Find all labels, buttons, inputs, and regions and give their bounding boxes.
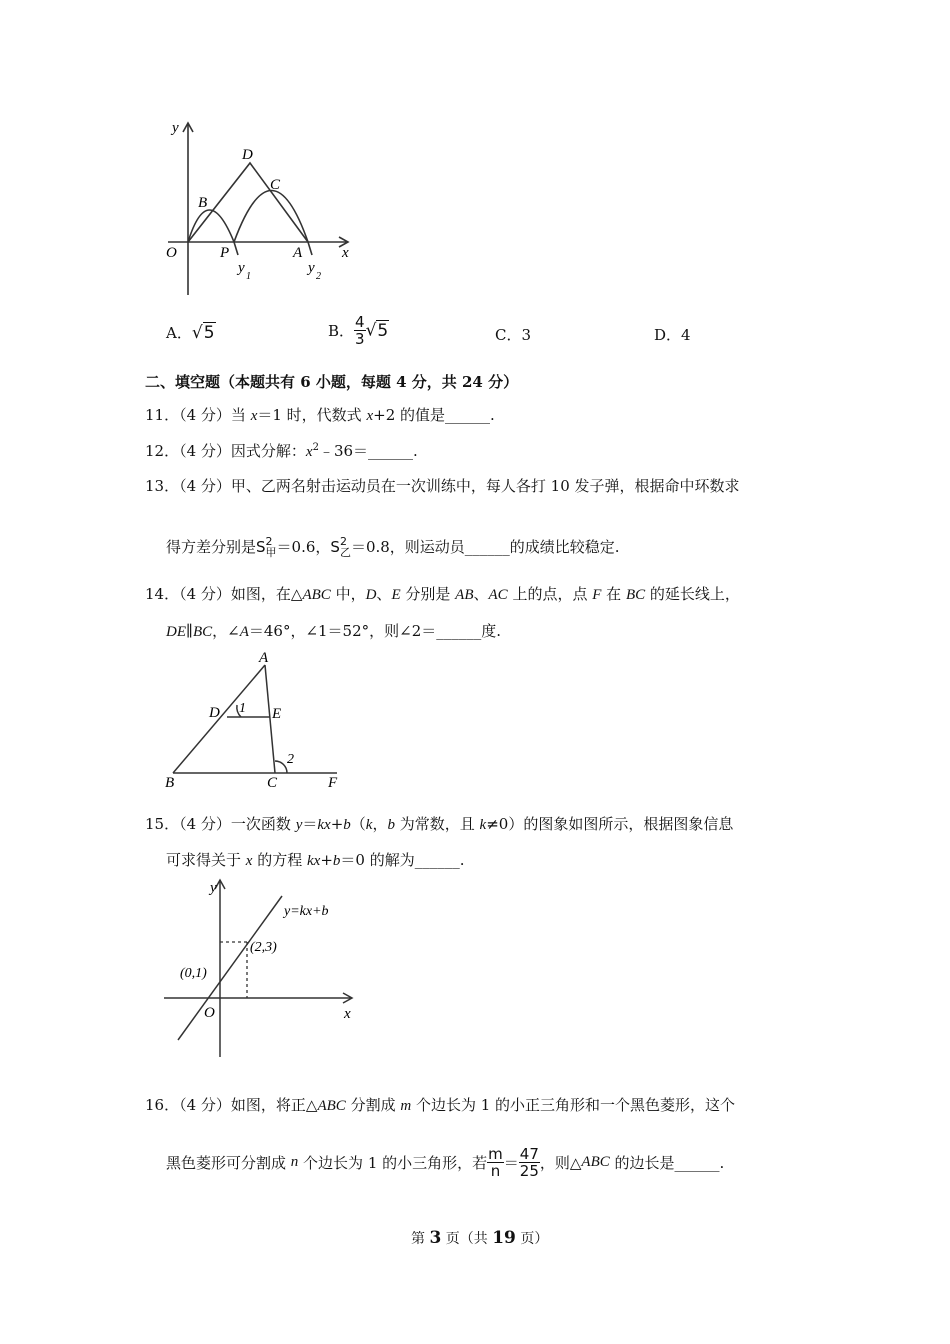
fig1-o-label: O xyxy=(166,245,177,261)
question-13-line-2: 得方差分别是S 2 甲 ＝0.6，S 2 乙 ＝0.8，则运动员______的成绩比较稳定. xyxy=(166,535,620,559)
sqrt-a: √5 xyxy=(191,323,215,343)
fig1-a-label: A xyxy=(293,245,303,261)
fig14-angle-2: 2 xyxy=(287,752,294,767)
question-15-line-1: 15．（4 分）一次函数 y＝kx+b（k，b 为常数，且 k≠0）的图象如图所示，根据图象信息 xyxy=(145,815,734,833)
question-14-line-2: DE∥BC，∠A＝46°，∠1＝52°，则∠2＝______度. xyxy=(166,622,502,640)
fig15-x-label: x xyxy=(344,1006,351,1022)
fig14-a-label: A xyxy=(259,650,269,666)
fig15-o-label: O xyxy=(204,1005,215,1021)
option-a: A．√5 xyxy=(166,323,215,343)
fig1-x-label: x xyxy=(342,245,349,261)
question-14-line-1: 14．（4 分）如图，在△ABC 中，D、E 分别是 AB、AC 上的点，点 F 在 BC 的延长线上， xyxy=(145,585,740,603)
question-16-line-1: 16．（4 分）如图，将正△ABC 分割成 m 个边长为 1 的小正三角形和一个黑色菱形，这个 xyxy=(145,1096,736,1114)
question-12: 12．（4 分）因式分解：$x^2﹣36=\_\_\_\_\_\_$. xyxy=(145,442,418,460)
fig15-point-2-3: (2,3) xyxy=(250,940,277,955)
fig1-y-label: y xyxy=(172,120,179,136)
page-total: 19 xyxy=(492,1228,516,1248)
option-c: C．3 xyxy=(495,326,532,344)
question-11: 11．（4 分）当 x＝1 时，代数式 x+2 的值是______. xyxy=(145,406,495,424)
fig15-equation: y=kx+b xyxy=(284,904,329,919)
parabola-figure xyxy=(150,115,370,300)
page-number: 3 xyxy=(429,1228,442,1248)
option-d: D．4 xyxy=(654,326,691,344)
fig14-f-label: F xyxy=(328,775,338,791)
question-13-line-1: 13．（4 分）甲、乙两名射击运动员在一次训练中，每人各打 10 发子弹，根据命中环数求 xyxy=(145,477,740,495)
fig14-e-label: E xyxy=(272,706,282,722)
fig1-c-label: C xyxy=(270,177,281,193)
fig1-y1-label: y xyxy=(238,260,245,276)
fig1-y2-label: y xyxy=(308,260,315,276)
question-16-line-2: 黑色菱形可分割成 n 个边长为 1 的小三角形，若 $\frac{m}{n}$ ＝ $\frac{47}{25}$ ，则△ABC 的边长是______. xyxy=(166,1145,725,1180)
fig14-d-label: D xyxy=(209,705,220,721)
fraction-m-n: $\frac{m}{n}$ xyxy=(488,1145,503,1180)
fig1-d-label: D xyxy=(242,147,253,163)
fig14-c-label: C xyxy=(267,775,278,791)
fig14-angle-1: 1 xyxy=(239,701,246,716)
fig1-b-label: B xyxy=(198,195,208,211)
fig1-p-label: P xyxy=(220,245,230,261)
fig1-y2-sub: 2 xyxy=(316,271,321,282)
variance-jia: S 2 甲 xyxy=(256,535,277,559)
fig1-y1-sub: 1 xyxy=(246,271,251,282)
linear-function-figure xyxy=(150,872,370,1062)
fraction-47-25: $\frac{47}{25}$ xyxy=(519,1145,539,1180)
option-b: B． $\frac{4}{3}$ √5 xyxy=(328,313,389,348)
sqrt-b: √5 xyxy=(365,320,389,341)
fig15-y-label: y xyxy=(210,880,217,896)
fig15-point-0-1: (0,1) xyxy=(180,966,207,981)
fig14-b-label: B xyxy=(165,775,175,791)
variance-yi: S 2 乙 xyxy=(330,535,351,559)
section-heading: 二、填空题（本题共有 6 小题，每题 4 分，共 24 分） xyxy=(145,373,519,391)
triangle-figure xyxy=(155,645,355,795)
fraction-b: $\frac{4}{3}$ xyxy=(355,313,365,348)
page-footer: 第 3 页（共 19 页） xyxy=(411,1228,549,1248)
question-15-line-2: 可求得关于 x 的方程 kx+b＝0 的解为______. xyxy=(166,851,465,869)
